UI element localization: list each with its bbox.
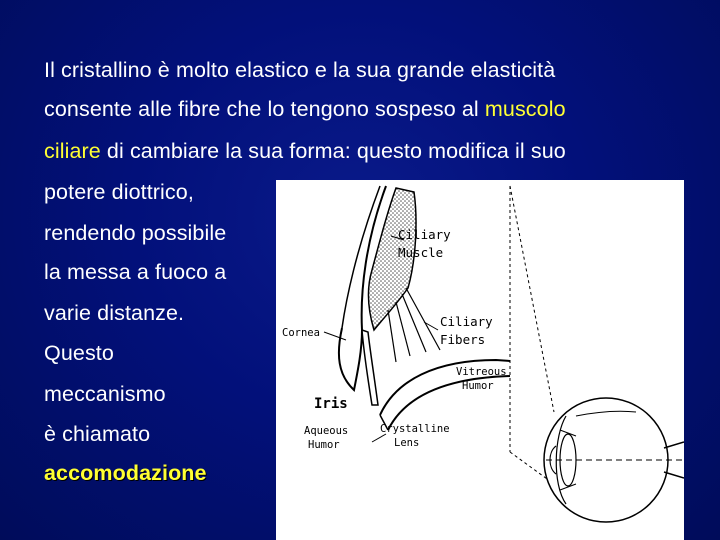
label-ciliary-fibers-1: Ciliary (440, 314, 493, 329)
text-line-2-part: consente alle fibre che lo tengono sospeso al (44, 97, 485, 121)
text-line-8: Questo (44, 341, 114, 365)
connector-line-top (510, 186, 554, 412)
ciliary-fiber-1 (388, 310, 396, 362)
text-line-3 (44, 141, 566, 163)
ciliary-fiber-4 (406, 288, 440, 350)
small-eye-inset (544, 398, 684, 522)
text-line-4: potere diottrico, (44, 180, 194, 204)
eye-diagram-svg (276, 180, 684, 540)
label-iris: Iris (314, 396, 348, 412)
text-line-10: è chiamato (44, 422, 151, 446)
text-line-7: varie distanze. (44, 301, 185, 325)
iris-shape (362, 330, 378, 405)
cornea-shape (339, 328, 362, 390)
label-cornea: Cornea (282, 327, 320, 339)
label-aqueous-2: Humor (308, 439, 340, 451)
label-vitreous-2: Humor (462, 380, 494, 392)
label-ciliary-fibers-2: Fibers (440, 332, 486, 347)
pointer-fibers (424, 322, 438, 330)
text-line-9: meccanismo (44, 382, 166, 406)
label-lens-2: Lens (394, 437, 420, 449)
text-line-2 (44, 99, 566, 121)
highlight-ciliare: ciliare (44, 139, 101, 163)
highlight-muscolo: muscolo (484, 97, 566, 121)
label-ciliary-muscle-2: Muscle (398, 245, 444, 260)
pointer-cornea (324, 332, 346, 340)
label-aqueous-1: Aqueous (304, 425, 349, 437)
text-line-5: rendendo possibile (44, 221, 227, 245)
text-line-3-part: di cambiare la sua forma: questo modifica il suo (100, 139, 566, 163)
text-line-6: la messa a fuoco a (44, 260, 227, 284)
ciliary-fiber-2 (396, 302, 410, 356)
label-lens-1: Crystalline (380, 423, 450, 435)
keyword-accomodazione: accomodazione (44, 461, 207, 485)
text-line-1: Il cristallino è molto elastico e la sua grande elasticità (44, 58, 556, 82)
label-vitreous-1: Vitreous (456, 366, 507, 378)
ciliary-muscle-diagram (276, 180, 684, 540)
pointer-lens (372, 434, 386, 442)
label-ciliary-muscle-1: Ciliary (398, 227, 451, 242)
